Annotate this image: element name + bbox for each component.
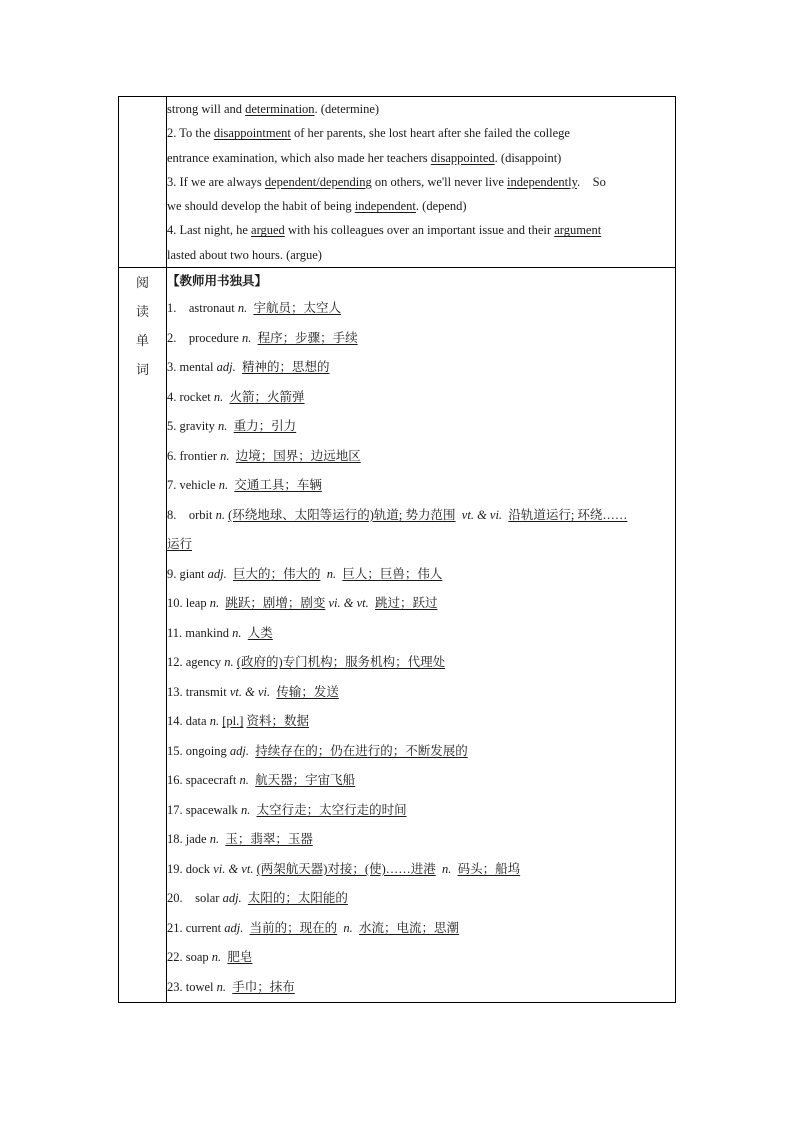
part-of-speech: n. bbox=[239, 773, 249, 788]
text-segment: 4. rocket bbox=[167, 389, 214, 404]
exercise-line bbox=[167, 243, 675, 267]
answer-text: (环绕地球、太阳等运行的)轨道; 势力范围 bbox=[228, 507, 456, 522]
vocabulary-line bbox=[167, 855, 675, 885]
answer-text: 传输；发送 bbox=[276, 684, 339, 699]
text-segment: 5. gravity bbox=[167, 419, 219, 434]
part-of-speech: n. bbox=[240, 802, 251, 817]
vocabulary-line bbox=[167, 737, 675, 767]
teacher-edition-header: 【教师用书独具】 bbox=[167, 274, 268, 289]
vocabulary-line bbox=[167, 914, 675, 944]
part-of-speech: n. bbox=[343, 920, 353, 935]
text-segment: 23. towel bbox=[167, 979, 217, 994]
vocabulary-line bbox=[167, 442, 675, 472]
answer-text: 资料；数据 bbox=[246, 714, 310, 729]
text-segment: 18. jade bbox=[167, 832, 210, 847]
answer-text: 当前的；现在的 bbox=[249, 920, 338, 935]
part-of-speech: n. bbox=[213, 389, 224, 404]
part-of-speech: adj. bbox=[216, 360, 236, 375]
text-segment: 13. transmit bbox=[167, 684, 230, 699]
vocabulary-line bbox=[167, 560, 675, 590]
answer-text: 精神的；思想的 bbox=[242, 360, 330, 375]
answer-text: 太阳的；太阳能的 bbox=[247, 891, 348, 906]
answer-text: 巨大的；伟大的 bbox=[232, 566, 321, 581]
vocabulary-line bbox=[167, 324, 675, 354]
text-segment: we should develop the habit of being bbox=[167, 199, 355, 214]
text-segment: 6. frontier bbox=[167, 448, 221, 463]
part-of-speech: n. bbox=[326, 566, 337, 581]
part-of-speech: adj. bbox=[224, 920, 244, 935]
answer-text: determination bbox=[245, 102, 315, 116]
reading-words-vertical-label bbox=[136, 268, 149, 384]
text-segment: . (disappoint) bbox=[494, 150, 562, 165]
part-of-speech: n. bbox=[232, 625, 242, 640]
answer-text: 沿轨道运行; 环绕…… bbox=[508, 507, 628, 522]
text-segment: 3. If we are always bbox=[167, 174, 265, 189]
vocabulary-line bbox=[167, 678, 675, 708]
vocabulary-line bbox=[167, 412, 675, 442]
part-of-speech: n. bbox=[209, 596, 220, 611]
answer-text: 运行 bbox=[167, 537, 193, 552]
vocabulary-line bbox=[167, 530, 675, 560]
part-of-speech: n. bbox=[211, 950, 222, 965]
exercise-line bbox=[167, 97, 675, 121]
answer-text: dependent/depending bbox=[264, 174, 372, 189]
vocabulary-list bbox=[167, 294, 675, 1002]
answer-text: 重力；引力 bbox=[233, 419, 297, 434]
exercise-line bbox=[167, 194, 675, 218]
text-segment: 19. dock bbox=[167, 861, 214, 876]
answer-text: 手巾；抹布 bbox=[232, 979, 295, 994]
exercise-line bbox=[167, 146, 675, 170]
answer-text: [pl.] bbox=[222, 714, 244, 729]
text-segment: on others, we'll never live bbox=[371, 174, 507, 189]
part-of-speech: n. bbox=[216, 979, 227, 994]
part-of-speech: n. bbox=[224, 655, 234, 670]
text-segment: strong will and bbox=[167, 102, 246, 116]
text-segment: of her parents, she lost heart after she failed the college bbox=[290, 126, 570, 141]
side-label-char: 读 bbox=[135, 304, 149, 320]
answer-text: 人类 bbox=[247, 625, 273, 640]
part-of-speech: n. bbox=[209, 714, 220, 729]
text-segment: 11. mankind bbox=[167, 625, 233, 640]
text-segment: 9. giant bbox=[167, 566, 208, 581]
vocabulary-line bbox=[167, 884, 675, 914]
vocabulary-line bbox=[167, 383, 675, 413]
part-of-speech: vi. & vt. bbox=[213, 861, 254, 876]
answer-text: 火箭；火箭弹 bbox=[229, 389, 305, 404]
text-segment: 4. Last night, he bbox=[167, 223, 252, 238]
answer-text: 程序；步骤；手续 bbox=[257, 330, 358, 345]
part-of-speech: n. bbox=[241, 330, 252, 345]
answer-text: independent bbox=[354, 199, 416, 214]
answer-text: 交通工具；车辆 bbox=[234, 478, 322, 493]
answer-text: (两架航天器)对接；(使)……进港 bbox=[256, 861, 436, 876]
vocabulary-line bbox=[167, 796, 675, 826]
vocabulary-line bbox=[167, 648, 675, 678]
vocabulary-line bbox=[167, 943, 675, 973]
text-segment: 17. spacewalk bbox=[167, 802, 241, 817]
text-segment: 22. soap bbox=[167, 950, 212, 965]
text-segment: 7. vehicle bbox=[167, 478, 219, 493]
part-of-speech: n. bbox=[215, 507, 225, 522]
text-segment: lasted about two hours. (argue) bbox=[167, 247, 322, 262]
part-of-speech: vi. & vt. bbox=[328, 596, 369, 611]
text-segment: 2. To the bbox=[167, 126, 214, 141]
text-segment: . So bbox=[577, 174, 606, 189]
answer-text: independently bbox=[507, 174, 578, 189]
worksheet-table bbox=[118, 96, 676, 1003]
vocabulary-line bbox=[167, 766, 675, 796]
reading-words-content-cell bbox=[167, 268, 676, 1003]
answer-text: 持续存在的；仍在进行的；不断发展的 bbox=[255, 743, 468, 758]
top-side-cell bbox=[119, 97, 167, 268]
part-of-speech: n. bbox=[220, 448, 230, 463]
text-segment: . (determine) bbox=[314, 102, 380, 116]
answer-text: 码头；船坞 bbox=[457, 861, 521, 876]
top-row bbox=[119, 97, 676, 268]
answer-text: 边境；国界；边远地区 bbox=[235, 448, 361, 463]
part-of-speech: vt. & vi. bbox=[461, 507, 503, 522]
exercise-line bbox=[167, 121, 675, 145]
side-label-char: 单 bbox=[135, 333, 149, 349]
vocabulary-line bbox=[167, 619, 675, 649]
part-of-speech: n. bbox=[218, 419, 228, 434]
side-label-char: 词 bbox=[135, 362, 149, 378]
answer-text: 巨人；巨兽；伟人 bbox=[342, 566, 443, 581]
part-of-speech: n. bbox=[441, 861, 452, 876]
part-of-speech: adj. bbox=[229, 743, 249, 758]
answer-text: 跳跃；剧增；剧变 bbox=[225, 596, 326, 611]
vocabulary-line bbox=[167, 973, 675, 1003]
answer-text: (政府的)专门机构；服务机构；代理处 bbox=[236, 655, 446, 670]
exercise-line bbox=[167, 170, 675, 194]
text-segment: 8. orbit bbox=[167, 507, 216, 522]
side-label-char: 阅 bbox=[135, 275, 149, 291]
answer-text: argument bbox=[554, 223, 602, 238]
answer-text: disappointment bbox=[213, 126, 291, 141]
part-of-speech: n. bbox=[218, 478, 229, 493]
text-segment: entrance examination, which also made her teachers bbox=[167, 150, 431, 165]
vocabulary-line bbox=[167, 471, 675, 501]
vocabulary-line bbox=[167, 501, 675, 531]
text-segment: 14. data bbox=[167, 714, 210, 729]
vocabulary-line bbox=[167, 825, 675, 855]
exercise-line bbox=[167, 218, 675, 242]
vocabulary-line bbox=[167, 353, 675, 383]
text-segment: 10. leap bbox=[167, 596, 210, 611]
text-segment: . (depend) bbox=[415, 199, 467, 214]
top-content-cell bbox=[167, 97, 676, 268]
part-of-speech: adj. bbox=[222, 891, 242, 906]
text-segment: 1. astronaut bbox=[167, 301, 238, 316]
reading-words-row bbox=[119, 268, 676, 1003]
answer-text: 航天器；宇宙飞船 bbox=[255, 773, 356, 788]
text-segment: with his colleagues over an important issue and their bbox=[284, 223, 555, 238]
vocabulary-line bbox=[167, 294, 675, 324]
answer-text: 宇航员；太空人 bbox=[253, 301, 341, 316]
text-segment: 21. current bbox=[167, 920, 225, 935]
answer-text: 水流；电流；思潮 bbox=[359, 920, 460, 935]
reading-words-label-cell bbox=[119, 268, 167, 1003]
answer-text: 玉；翡翠；玉器 bbox=[225, 832, 313, 847]
part-of-speech: n. bbox=[209, 832, 220, 847]
answer-text: disappointed bbox=[430, 150, 495, 165]
part-of-speech: adj. bbox=[207, 566, 227, 581]
vocabulary-line bbox=[167, 589, 675, 619]
text-segment: 12. agency bbox=[167, 655, 225, 670]
part-of-speech: vt. & vi. bbox=[229, 684, 271, 699]
text-segment: 16. spacecraft bbox=[167, 773, 240, 788]
part-of-speech: n. bbox=[237, 301, 248, 316]
word-formation-exercises bbox=[167, 97, 675, 267]
text-segment: 3. mental bbox=[167, 360, 217, 375]
vocabulary-line bbox=[167, 707, 675, 737]
text-segment: 15. ongoing bbox=[167, 743, 230, 758]
text-segment: 2. procedure bbox=[167, 330, 242, 345]
text-segment: 20. solar bbox=[167, 891, 223, 906]
answer-text: argued bbox=[251, 223, 285, 238]
answer-text: 肥皂 bbox=[227, 950, 253, 965]
answer-text: 跳过；跃过 bbox=[374, 596, 438, 611]
answer-text: 太空行走；太空行走的时间 bbox=[256, 802, 407, 817]
